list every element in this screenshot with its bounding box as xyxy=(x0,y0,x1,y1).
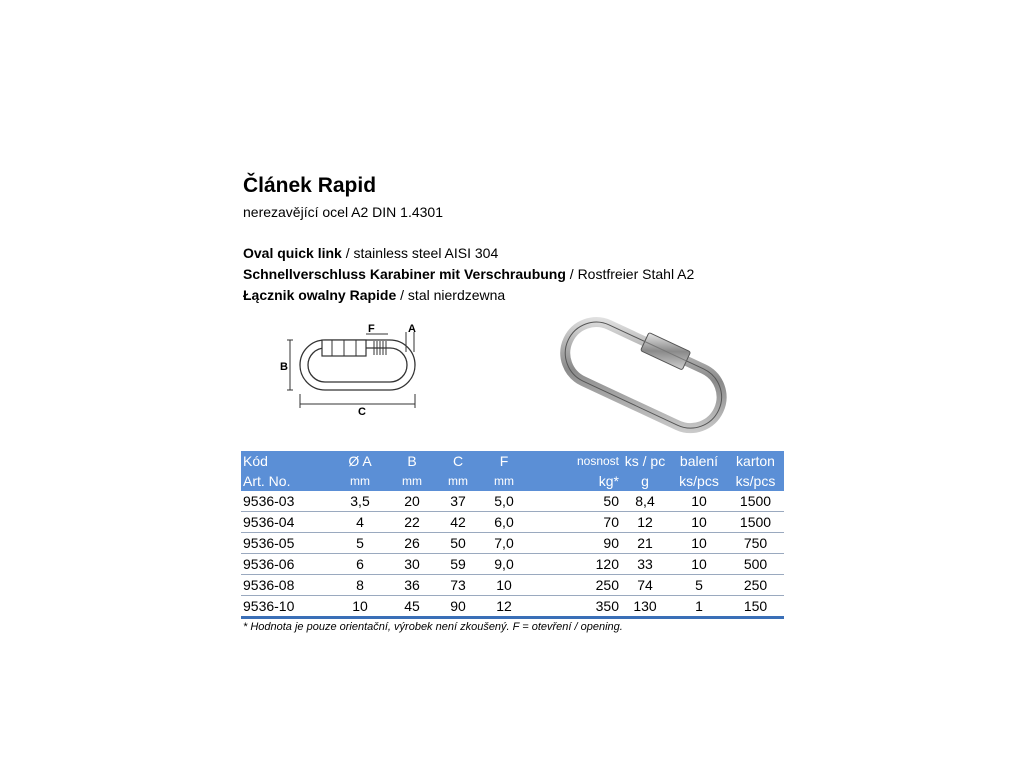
table-cell: 33 xyxy=(619,554,671,575)
table-cell: 8 xyxy=(331,575,389,596)
table-cell: 1 xyxy=(671,596,727,618)
quick-link-photo xyxy=(548,314,738,439)
header-cell: ks/pcs xyxy=(671,471,727,491)
table-cell: 90 xyxy=(435,596,481,618)
product-title: Článek Rapid xyxy=(243,174,377,197)
table-cell: 250 xyxy=(527,575,619,596)
table-cell: 6,0 xyxy=(481,512,527,533)
table-cell: 5,0 xyxy=(481,491,527,512)
header-cell: Kód xyxy=(241,451,331,471)
table-cell: 70 xyxy=(527,512,619,533)
table-cell: 8,4 xyxy=(619,491,671,512)
table-cell: 10 xyxy=(671,554,727,575)
table-cell: 9536-05 xyxy=(241,533,331,554)
footnote: * Hodnota je pouze orientační, výrobek není zkoušený. F = otevření / opening. xyxy=(243,621,623,633)
table-row xyxy=(241,491,784,512)
table-row xyxy=(241,596,784,618)
table-cell: 10 xyxy=(671,512,727,533)
header-cell: karton xyxy=(727,451,784,471)
table-cell: 130 xyxy=(619,596,671,618)
table-cell: 250 xyxy=(727,575,784,596)
header-cell: nosnost xyxy=(527,451,619,471)
table-header-row xyxy=(241,451,784,471)
label-f: F xyxy=(368,323,375,335)
header-cell: ks / pc xyxy=(619,451,671,471)
table-cell: 1500 xyxy=(727,491,784,512)
header-cell: Art. No. xyxy=(241,471,331,491)
table-cell: 4 xyxy=(331,512,389,533)
table-header-row xyxy=(241,471,784,491)
table-cell: 21 xyxy=(619,533,671,554)
table-cell: 12 xyxy=(619,512,671,533)
table-cell: 9,0 xyxy=(481,554,527,575)
table-row xyxy=(241,554,784,575)
table-row xyxy=(241,575,784,596)
label-a: A xyxy=(408,323,416,335)
table-cell: 5 xyxy=(331,533,389,554)
table-cell: 74 xyxy=(619,575,671,596)
table-cell: 90 xyxy=(527,533,619,554)
header-cell: B xyxy=(389,451,435,471)
table-cell: 150 xyxy=(727,596,784,618)
title-english: Oval quick link / stainless steel AISI 304 xyxy=(243,245,499,261)
table-cell: 30 xyxy=(389,554,435,575)
header-cell: Ø A xyxy=(331,451,389,471)
header-cell: mm xyxy=(435,471,481,491)
table-cell: 9536-08 xyxy=(241,575,331,596)
table-cell: 750 xyxy=(727,533,784,554)
table-cell: 5 xyxy=(671,575,727,596)
table-cell: 10 xyxy=(671,491,727,512)
label-b: B xyxy=(280,361,288,373)
table-cell: 120 xyxy=(527,554,619,575)
header-cell: mm xyxy=(389,471,435,491)
table-cell: 10 xyxy=(331,596,389,618)
table-cell: 350 xyxy=(527,596,619,618)
technical-drawing xyxy=(280,322,430,417)
product-subtitle: nerezavějící ocel A2 DIN 1.4301 xyxy=(243,204,444,220)
header-cell: mm xyxy=(481,471,527,491)
header-cell: balení xyxy=(671,451,727,471)
table-cell: 9536-10 xyxy=(241,596,331,618)
table-cell: 45 xyxy=(389,596,435,618)
header-cell: F xyxy=(481,451,527,471)
title-polish: Łącznik owalny Rapide / stal nierdzewna xyxy=(243,287,506,303)
table-cell: 9536-06 xyxy=(241,554,331,575)
header-cell: mm xyxy=(331,471,389,491)
table-cell: 50 xyxy=(527,491,619,512)
table-cell: 9536-03 xyxy=(241,491,331,512)
table-cell: 10 xyxy=(671,533,727,554)
title-german: Schnellverschluss Karabiner mit Verschraubung / Rostfreier Stahl A2 xyxy=(243,266,695,282)
table-cell: 50 xyxy=(435,533,481,554)
table-cell: 7,0 xyxy=(481,533,527,554)
table-row xyxy=(241,533,784,554)
header-cell: kg* xyxy=(527,471,619,491)
table-row xyxy=(241,512,784,533)
header-cell: g xyxy=(619,471,671,491)
table-cell: 6 xyxy=(331,554,389,575)
table-cell: 22 xyxy=(389,512,435,533)
header-cell: C xyxy=(435,451,481,471)
header-cell: ks/pcs xyxy=(727,471,784,491)
table-cell: 12 xyxy=(481,596,527,618)
label-c: C xyxy=(358,406,366,417)
spec-table xyxy=(241,451,784,619)
table-cell: 36 xyxy=(389,575,435,596)
table-cell: 10 xyxy=(481,575,527,596)
table-cell: 500 xyxy=(727,554,784,575)
table-cell: 42 xyxy=(435,512,481,533)
table-cell: 59 xyxy=(435,554,481,575)
table-cell: 26 xyxy=(389,533,435,554)
table-cell: 20 xyxy=(389,491,435,512)
table-cell: 1500 xyxy=(727,512,784,533)
table-cell: 73 xyxy=(435,575,481,596)
table-cell: 3,5 xyxy=(331,491,389,512)
table-cell: 9536-04 xyxy=(241,512,331,533)
table-cell: 37 xyxy=(435,491,481,512)
